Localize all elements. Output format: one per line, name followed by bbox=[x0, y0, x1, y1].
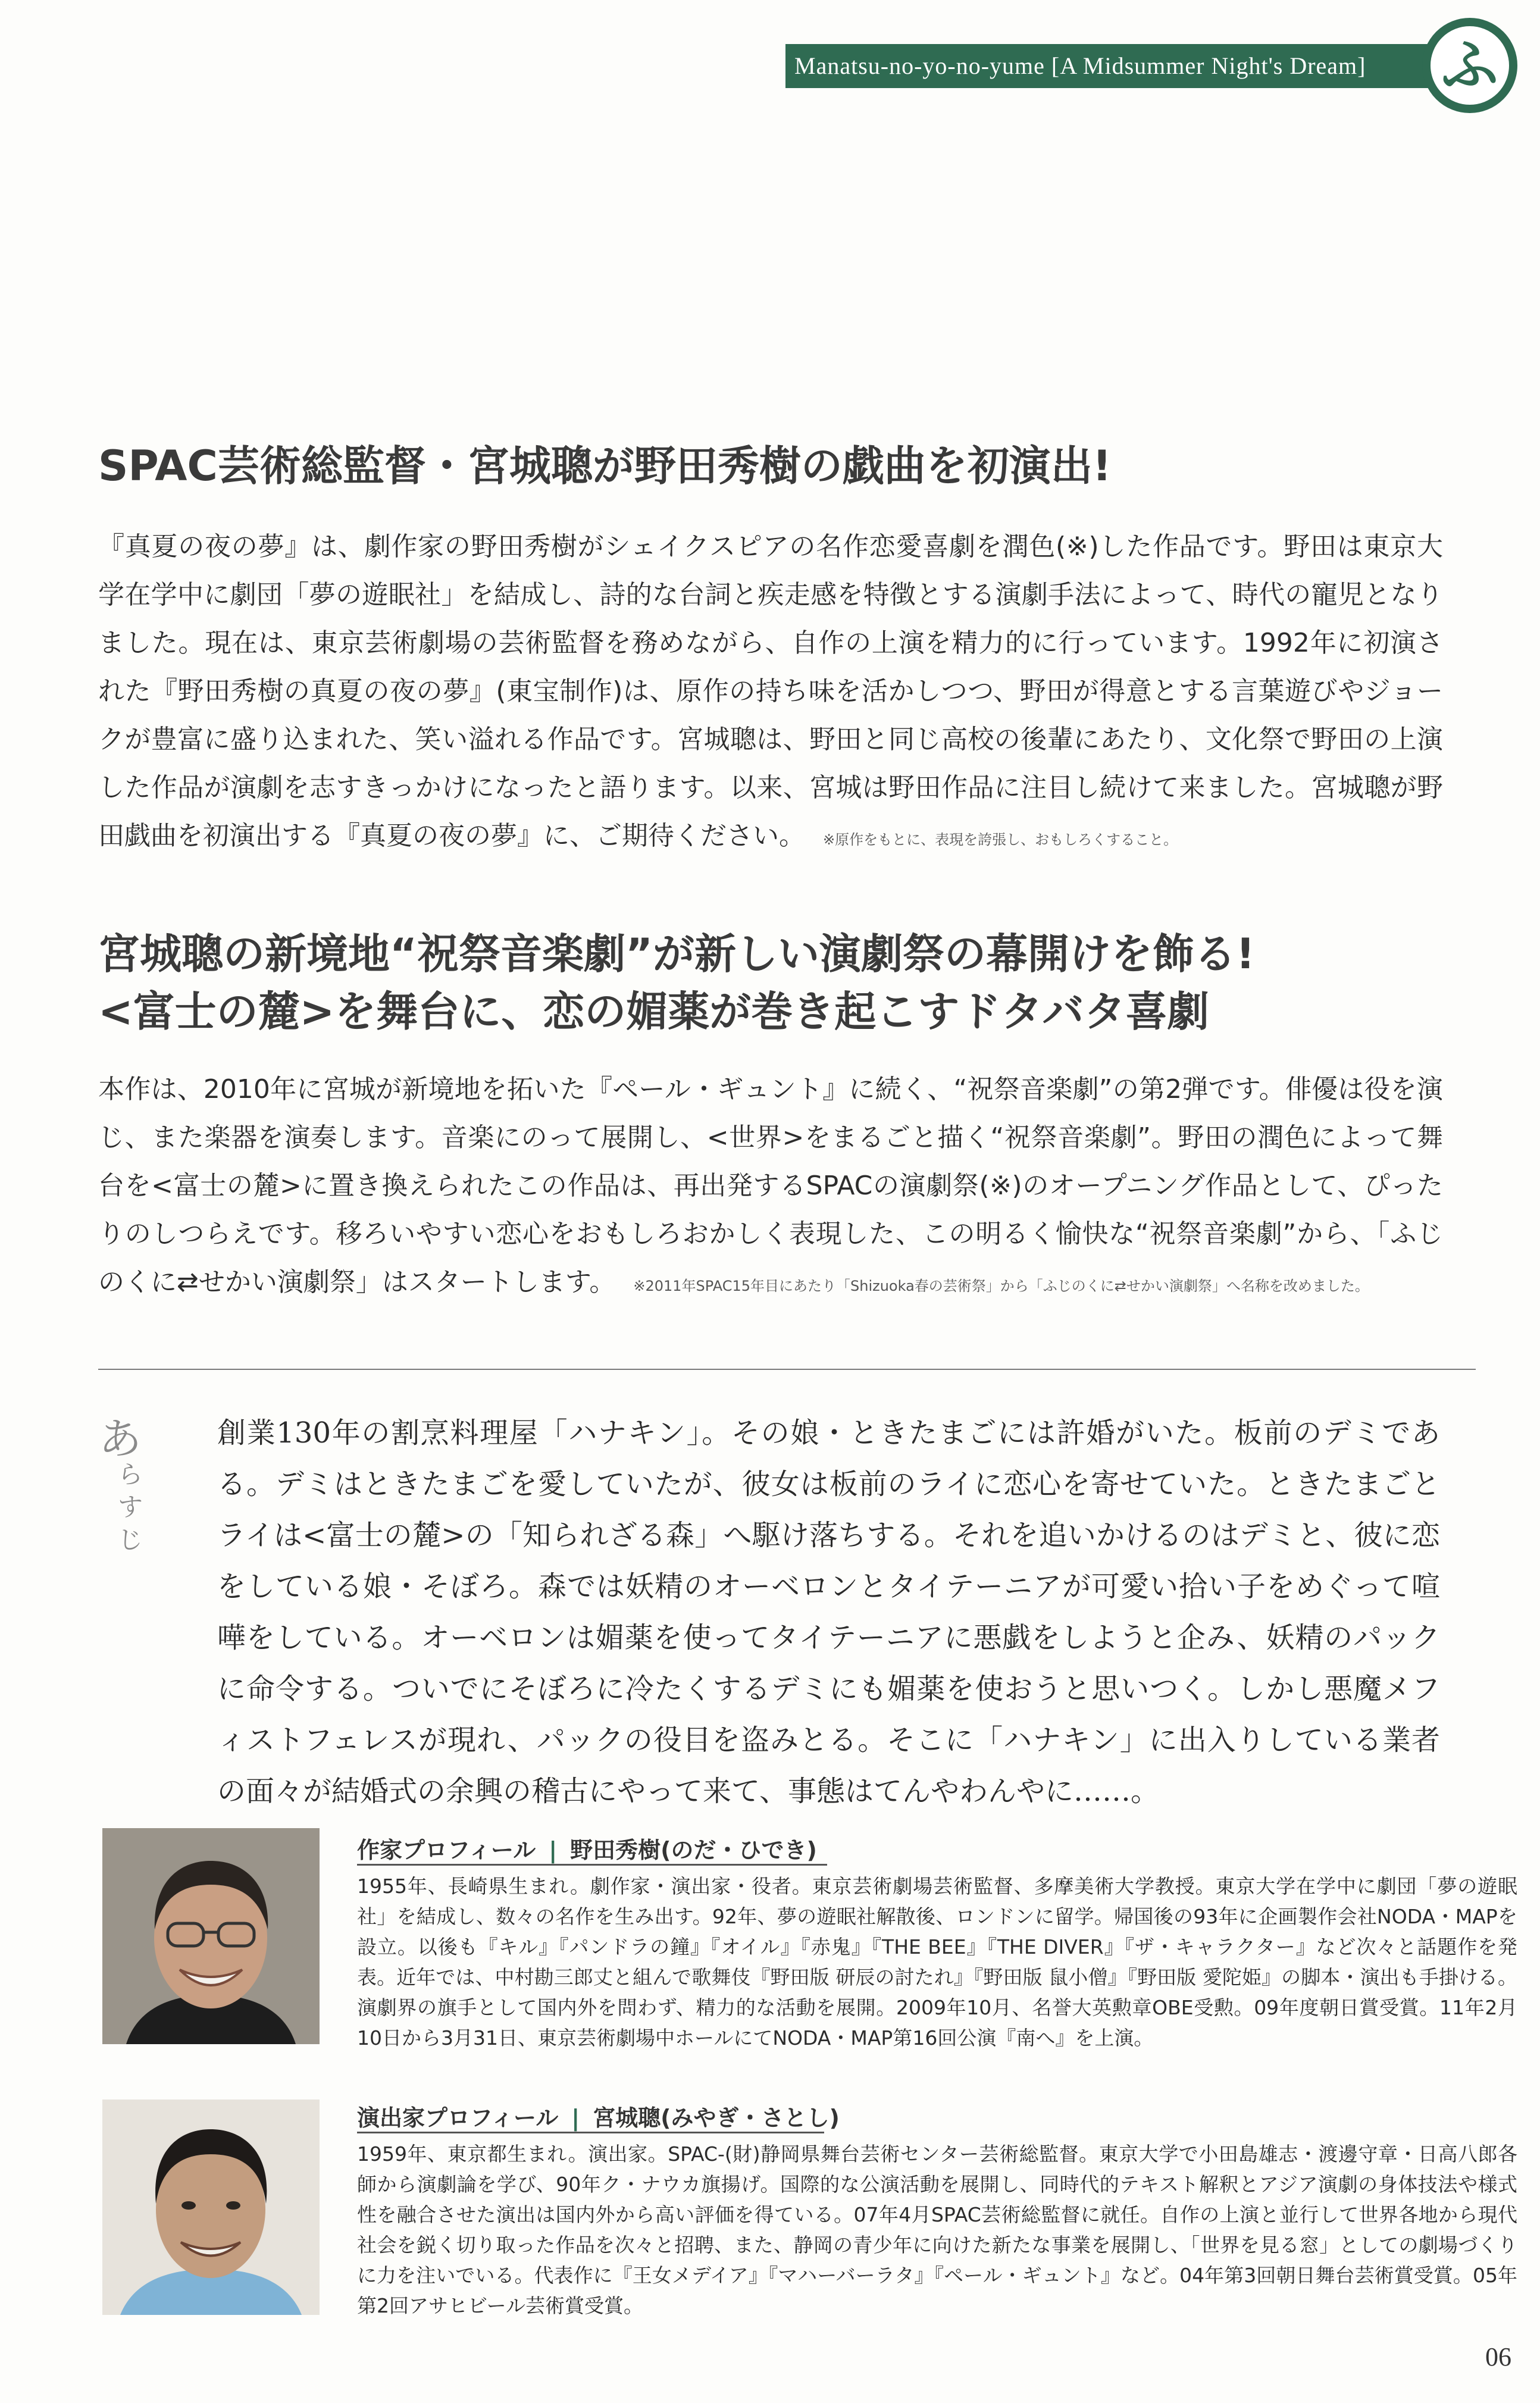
noda-photo bbox=[102, 1828, 320, 2044]
section1-note: ※原作をもとに、表現を誇張し、おもしろくすること。 bbox=[823, 831, 1178, 848]
section2-heading-line1: 宮城聰の新境地“祝祭音楽劇”が新しい演劇祭の幕開けを飾る! bbox=[98, 930, 1255, 978]
running-title: Manatsu-no-yo-no-yume [A Midsummer Night's Dream] bbox=[794, 52, 1366, 79]
noda-profile-label: 作家プロフィール bbox=[357, 1837, 536, 1863]
miyagi-profile-name: 宮城聰(みやぎ・さとし) bbox=[593, 2105, 840, 2131]
noda-profile-underline bbox=[357, 1864, 827, 1866]
synopsis-label-a: あ bbox=[99, 1414, 142, 1464]
miyagi-profile-header bbox=[357, 2100, 840, 2132]
section1-heading: SPAC芸術総監督・宮城聰が野田秀樹の戯曲を初演出! bbox=[98, 442, 1112, 490]
section2-note: ※2011年SPAC15年目にあたり「Shizuoka春の芸術祭」から「ふじのくに⇄せかい演劇祭」へ名称を改めました。 bbox=[633, 1278, 1369, 1294]
page-number: 06 bbox=[1485, 2342, 1511, 2371]
chapter-badge-char: ふ bbox=[1441, 32, 1498, 99]
profile-separator: | bbox=[549, 1837, 558, 1863]
section2-body bbox=[98, 1065, 1443, 1310]
synopsis-text: 創業130年の割烹料理屋「ハナキン」。その娘・ときたまごには許婚がいた。板前のデミである。デミはときたまごを愛していたが、彼女は板前のライに恋心を寄せていた。ときたまごとライは<富士の麓>の「知られざる森」へ駆け落ちする。それを追いかけるのはデミと、彼に恋をしている娘・そぼろ。森では妖精のオーベロンとタイテーニアが可愛い拾い子をめぐって喧嘩をしている。オーベロンは媚薬を使ってタイテーニアに悪戯をしようと企み、妖精のパックに命令する。ついでにそぼろに冷たくするデミにも媚薬を使おうと思いつく。しかし悪魔メフィストフェレスが現れ、パックの役目を盗みとる。そこに「ハナキン」に出入りしている業者の面々が結婚式の余興の稽古にやって来て、事態はてんやわんやに……。 bbox=[217, 1416, 1440, 1808]
noda-profile-header bbox=[357, 1832, 817, 1864]
noda-profile-name: 野田秀樹(のだ・ひでき) bbox=[570, 1837, 817, 1863]
noda-profile-text: 1955年、長崎県生まれ。劇作家・演出家・役者。東京芸術劇場芸術監督、多摩美術大学教授。東京大学在学中に劇団「夢の遊眠社」を結成し、数々の名作を生み出す。92年、夢の遊眠社解散後、ロンドンに留学。帰国後の93年に企画製作会社NODA・MAPを設立。以後も『キル』『パンドラの鐘』『オイル』『赤鬼』『THE BEE』『THE DIVER』『ザ・キャラクター』など次々と話題作を発表。近年では、中村勘三郎丈と組んで歌舞伎『野田版 研辰の討たれ』『野田版 鼠小僧』『野田版 愛陀姫』の脚本・演出も手掛ける。演劇界の旗手として国内外を問わず、精力的な活動を展開。2009年10月、名誉大英勲章OBE受勲。09年度朝日賞受賞。11年2月10日から3月31日、東京芸術劇場中ホールにてNODA・MAP第16回公演『南へ』を上演。 bbox=[357, 1875, 1517, 2050]
miyagi-profile-label: 演出家プロフィール bbox=[357, 2105, 559, 2131]
section1-body bbox=[98, 522, 1443, 864]
profile-separator: | bbox=[571, 2105, 580, 2131]
section1-body-text: 『真夏の夜の夢』は、劇作家の野田秀樹がシェイクスピアの名作恋愛喜劇を潤色(※)した作品です。野田は東京大学在学中に劇団「夢の遊眠社」を結成し、詩的な台詞と疾走感を特徴とする演劇手法によって、時代の寵児となりました。現在は、東京芸術劇場の芸術監督を務めながら、自作の上演を精力的に行っています。1992年に初演された『野田秀樹の真夏の夜の夢』(東宝制作)は、原作の持ち味を活かしつつ、野田が得意とする言葉遊びやジョークが豊富に盛り込まれた、笑い溢れる作品です。宮城聰は、野田と同じ高校の後輩にあたり、文化祭で野田の上演した作品が演劇を志すきっかけになったと語ります。以来、宮城は野田作品に注目し続けて来ました。宮城聰が野田戯曲を初演出する『真夏の夜の夢』に、ご期待ください。 bbox=[98, 531, 1443, 851]
synopsis-label-ji: じ bbox=[118, 1525, 143, 1554]
section2-heading-line2: <富士の麓>を舞台に、恋の媚薬が巻き起こすドタバタ喜劇 bbox=[98, 987, 1209, 1036]
section2-body-text: 本作は、2010年に宮城が新境地を拓いた『ペール・ギュント』に続く、“祝祭音楽劇”の第2弾です。俳優は役を演じ、また楽器を演奏します。音楽にのって展開し、<世界>をまるごと描く“祝祭音楽劇”。野田の潤色によって舞台を<富士の麓>に置き換えられたこの作品は、再出発するSPACの演劇祭(※)のオープニング作品として、ぴったりのしつらえです。移ろいやすい恋心をおもしろおかしく表現した、この明るく愉快な“祝祭音楽劇”から、「ふじのくに⇄せかい演劇祭」はスタートします。 bbox=[98, 1074, 1443, 1297]
synopsis-label bbox=[95, 1404, 143, 1559]
miyagi-profile-underline bbox=[357, 2132, 824, 2133]
synopsis-label-su: す bbox=[118, 1493, 143, 1522]
miyagi-photo bbox=[102, 2100, 320, 2315]
divider bbox=[98, 1369, 1476, 1370]
synopsis-label-ra: ら bbox=[118, 1460, 143, 1489]
miyagi-profile-text: 1959年、東京都生まれ。演出家。SPAC-(財)静岡県舞台芸術センター芸術総監督。東京大学で小田島雄志・渡邊守章・日高八郎各師から演劇論を学び、90年ク・ナウカ旗揚げ。国際的な公演活動を展開し、同時代的テキスト解釈とアジア演劇の身体技法や様式性を融合させた演出は国内外から高い評価を得ている。07年4月SPAC芸術総監督に就任。自作の上演と並行して世界各地から現代社会を鋭く切り取った作品を次々と招聘、また、静岡の青少年に向けた新たな事業を展開し、「世界を見る窓」としての劇場づくりに力を注いでいる。代表作に『王女メデイア』『マハーバーラタ』『ペール・ギュント』など。04年第3回朝日舞台芸術賞受賞。05年第2回アサヒビール芸術賞受賞。 bbox=[357, 2142, 1517, 2317]
